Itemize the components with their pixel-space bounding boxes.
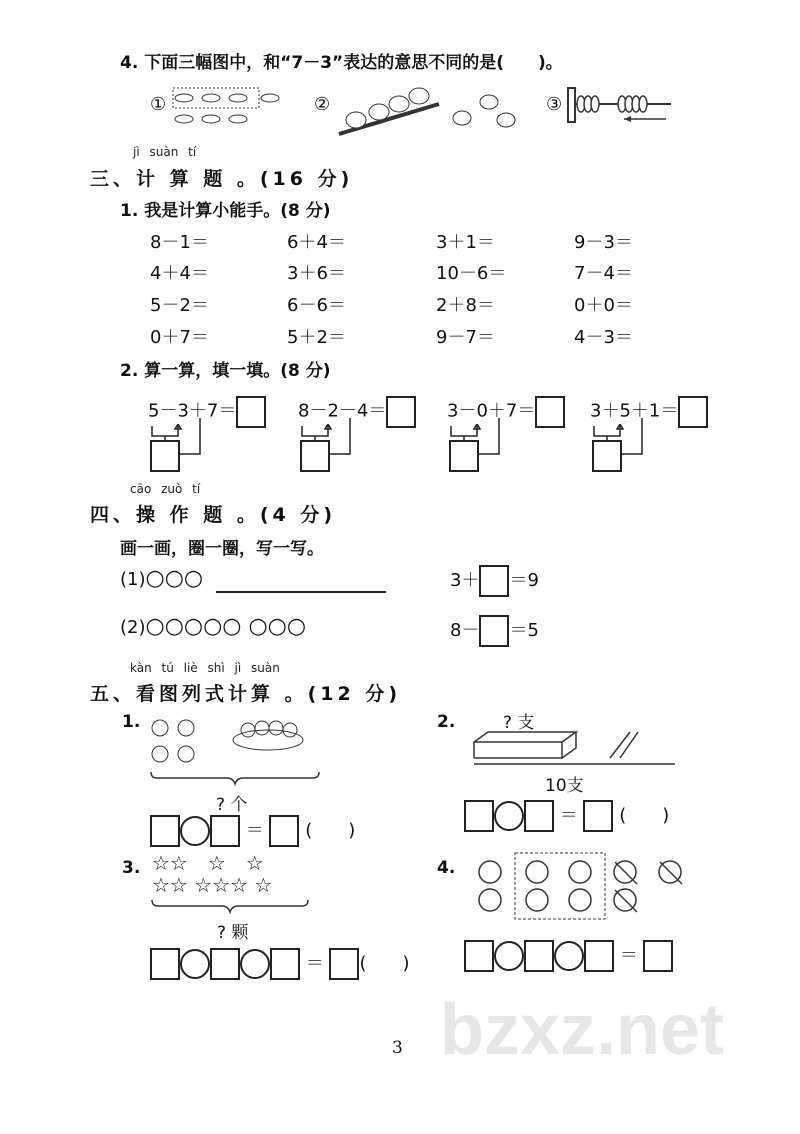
p3-question: ? 颗 (217, 923, 249, 943)
answer-box[interactable] (479, 615, 509, 647)
stars-picture (152, 852, 272, 896)
intermediate-box[interactable] (150, 440, 180, 472)
sec5-pinyin: kàn tú liè shì jì suàn (130, 661, 280, 675)
option-1-label: ① (150, 94, 167, 115)
calc-item: 3＋6＝ (287, 263, 346, 284)
option-3-label: ③ (546, 94, 563, 115)
operator-circle[interactable] (494, 941, 524, 971)
calc-item: 9－3＝ (574, 232, 633, 253)
sec3-p1-title: 1. 我是计算小能手。(8 分) (120, 201, 331, 221)
p4-answer-row: ＝ (464, 940, 673, 972)
chain-problem (148, 396, 266, 428)
chain-expression: 3－0＋7＝ (447, 400, 536, 422)
answer-box[interactable] (386, 396, 416, 428)
circles-picture (475, 850, 695, 920)
chain-problem (447, 396, 565, 428)
p3-number: 3. (122, 858, 141, 878)
answer-box[interactable] (210, 815, 240, 847)
calc-item: 4－3＝ (574, 327, 633, 348)
sec3-pinyin: jì suàn tí (133, 145, 197, 159)
page-number: 3 (392, 1038, 403, 1058)
intermediate-box[interactable] (592, 440, 622, 472)
calc-item: 0＋7＝ (150, 327, 209, 348)
eq-left: 8－ (450, 620, 480, 641)
item-label: (2) (120, 617, 146, 638)
operator-circle[interactable] (180, 949, 210, 979)
sec4-item-2 (120, 614, 306, 639)
stars-row: ☆☆ ☆ ☆ (152, 851, 264, 875)
answer-line[interactable] (216, 591, 386, 593)
chain-connector-right (328, 416, 358, 456)
sec3-title: 三、计 算 题 。(16 分) (90, 168, 354, 190)
operator-circle[interactable] (494, 801, 524, 831)
answer-box[interactable] (329, 948, 359, 980)
p1-question: ? 个 (216, 795, 248, 815)
sec4-item-1 (120, 566, 203, 591)
calc-item: 2＋8＝ (436, 295, 495, 316)
brace (150, 898, 315, 914)
eq-right: ＝5 (509, 620, 539, 641)
chain-connector-right (178, 416, 208, 456)
chain-expression: 8－2－4＝ (298, 400, 387, 422)
answer-box[interactable] (150, 948, 180, 980)
p2-total-label: 10支 (545, 776, 584, 796)
answer-box[interactable] (269, 815, 299, 847)
eq-right: ＝9 (509, 570, 539, 591)
unit-paren: ( ) (359, 953, 410, 974)
birds-picture (334, 82, 524, 138)
answer-box[interactable] (479, 565, 509, 597)
intermediate-box[interactable] (300, 440, 330, 472)
p2-answer-row: ＝ ( ) (464, 800, 669, 832)
answer-box[interactable] (524, 800, 554, 832)
q4-text: 4. 下面三幅图中，和“7－3”表达的意思不同的是( )。 (120, 53, 563, 73)
p3-answer-row: ＝ ( ) (150, 948, 410, 980)
answer-box[interactable] (643, 940, 673, 972)
answer-box[interactable] (464, 800, 494, 832)
eq-left: 3＋ (450, 570, 480, 591)
abacus-picture (566, 86, 676, 126)
answer-box[interactable] (150, 815, 180, 847)
p1-number: 1. (122, 712, 141, 732)
p4-number: 4. (437, 858, 456, 878)
apples-picture (148, 710, 323, 790)
calc-item: 9－7＝ (436, 327, 495, 348)
calc-item: 0＋0＝ (574, 295, 633, 316)
answer-box[interactable] (583, 800, 613, 832)
chain-problem (298, 396, 416, 428)
calc-item: 4＋4＝ (150, 263, 209, 284)
calc-item: 7－4＝ (574, 263, 633, 284)
operator-circle[interactable] (240, 949, 270, 979)
operator-circle[interactable] (554, 941, 584, 971)
stars-row: ☆☆ ☆☆☆ ☆ (152, 873, 273, 897)
chain-problem (590, 396, 708, 428)
sec5-title: 五、看图列式计算 。(12 分) (90, 683, 402, 705)
chain-connector-right (620, 416, 650, 456)
answer-box[interactable] (236, 396, 266, 428)
p2-top-label: ? 支 (503, 713, 535, 733)
pencil-box-picture (470, 728, 680, 770)
unit-paren: ( ) (305, 820, 356, 841)
calc-item: 10－6＝ (436, 263, 507, 284)
option-2-label: ② (314, 94, 331, 115)
calc-item: 5＋2＝ (287, 327, 346, 348)
operator-circle[interactable] (180, 816, 210, 846)
circles: ○○○ (145, 566, 204, 591)
watermark: bzxz.net (440, 990, 725, 1070)
fish-picture (170, 86, 290, 130)
answer-box[interactable] (270, 948, 300, 980)
item-label: (1) (120, 569, 146, 590)
chain-expression: 5－3＋7＝ (148, 400, 237, 422)
calc-item: 5－2＝ (150, 295, 209, 316)
answer-box[interactable] (464, 940, 494, 972)
sec4-eq-2 (450, 615, 539, 647)
answer-box[interactable] (535, 396, 565, 428)
calc-item: 6－6＝ (287, 295, 346, 316)
sec4-pinyin: cāo zuò tí (130, 482, 201, 496)
chain-connector-right (477, 416, 507, 456)
p1-answer-row: ＝ ( ) (150, 815, 355, 847)
calc-item: 3＋1＝ (436, 232, 495, 253)
unit-paren: ( ) (619, 805, 670, 826)
intermediate-box[interactable] (449, 440, 479, 472)
sec4-title: 四、操 作 题 。(4 分) (90, 504, 337, 526)
calc-item: 6＋4＝ (287, 232, 346, 253)
answer-box[interactable] (210, 948, 240, 980)
calc-item: 8－1＝ (150, 232, 209, 253)
answer-box[interactable] (584, 940, 614, 972)
answer-box[interactable] (524, 940, 554, 972)
sec3-p2-title: 2. 算一算，填一填。(8 分) (120, 361, 331, 381)
p2-number: 2. (437, 712, 456, 732)
sec4-eq-1 (450, 565, 539, 597)
sec4-instruction: 画一画，圈一圈，写一写。 (120, 539, 324, 559)
chain-expression: 3＋5＋1＝ (590, 400, 679, 422)
circles: ○○○○○ ○○○ (145, 614, 307, 639)
answer-box[interactable] (678, 396, 708, 428)
